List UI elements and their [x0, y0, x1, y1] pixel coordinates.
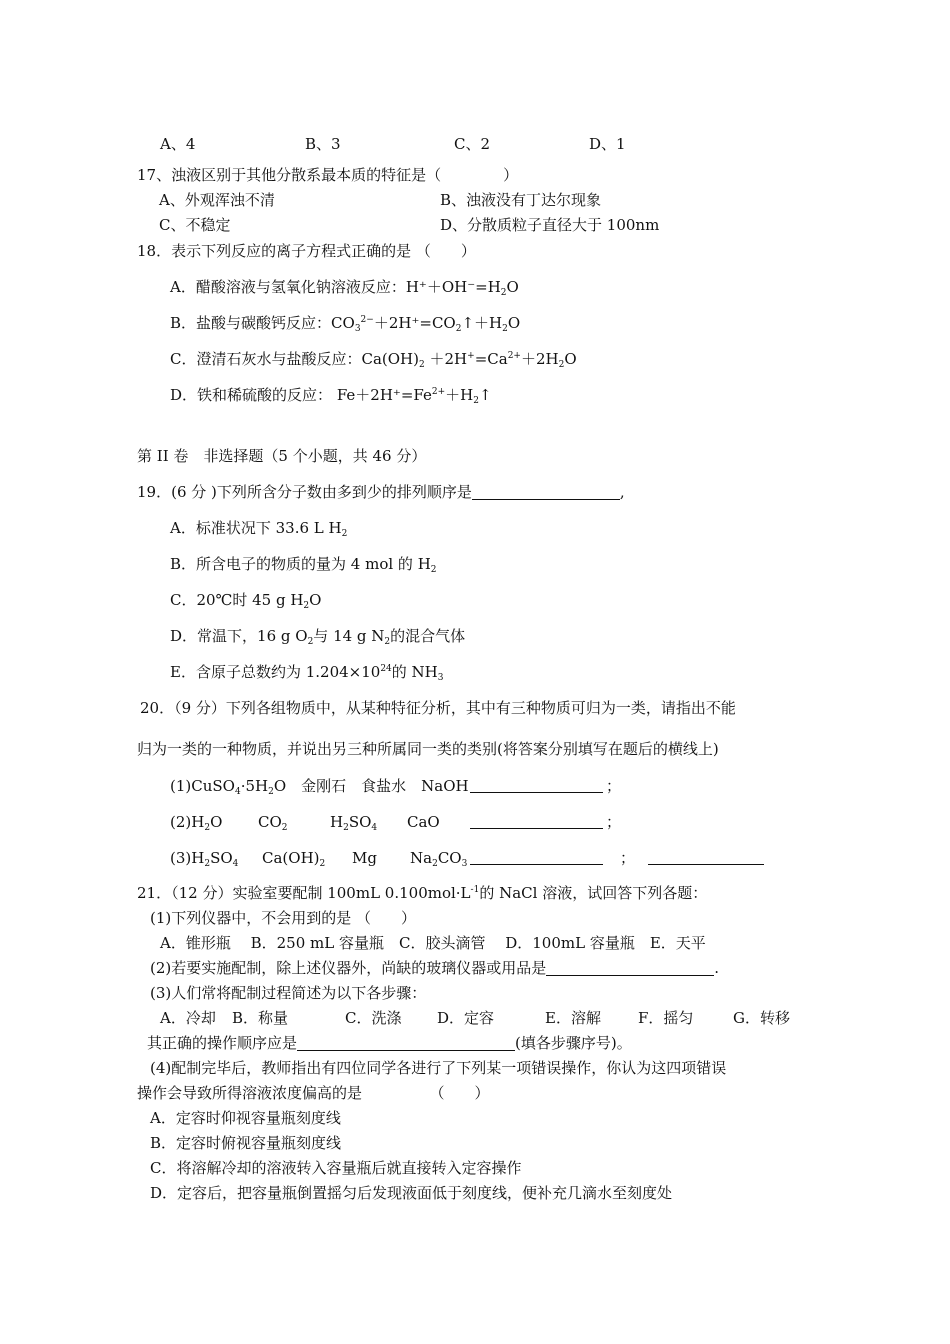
q18-option-d: D．铁和稀硫酸的反应： $Fe+2H^+=Fe^{2+}+H_2↑$	[170, 386, 492, 406]
q18-option-a: A．醋酸溶液与氢氧化钠溶液反应：$H^++OH^-=H_2O$	[170, 278, 519, 298]
q19-option-e: E．含原子总数约为 $1.204\times 10^{24}$的 $NH_3$	[170, 663, 444, 683]
q16-option-a: A、4	[160, 135, 196, 153]
q21-part3: (3)人们常将配制过程简述为以下各步骤：	[150, 984, 427, 1002]
q21-step-a: A．冷却	[160, 1009, 216, 1027]
q20-group-2: $(2)H_2O$	[170, 813, 223, 833]
q19-answer-blank[interactable]	[472, 483, 620, 500]
q21-step-c: C．洗涤	[345, 1009, 402, 1027]
q21-step-g: G．转移	[733, 1009, 790, 1027]
q19-option-c: C．20℃时 45 g $H_2O$	[170, 591, 322, 611]
q20-group-1: $(1)CuSO_4\cdot 5H_2O$ 金刚石 食盐水 NaOH	[170, 777, 469, 797]
q21-part4-option-d: D．定容后，把容量瓶倒置摇匀后发现液面低于刻度线，便补充几滴水至刻度处	[150, 1184, 673, 1202]
q20-group-3-item2: $Ca(OH)_2$	[262, 849, 326, 869]
q20-group-1-blank[interactable]	[470, 776, 603, 793]
q18-option-c: C．澄清石灰水与盐酸反应：$Ca(OH)_2 +2H^+=Ca^{2+}+2H_2O$	[170, 350, 577, 370]
q16-option-d: D、1	[589, 135, 626, 153]
q20-group-3-blank-1[interactable]	[470, 848, 603, 865]
q20-group-2-item3: $H_2SO_4$	[330, 813, 378, 833]
q19-option-a: A．标准状况下 33.6 L $H_2$	[170, 519, 348, 539]
q17-option-d: D、分散质粒子直径大于 100nm	[440, 216, 660, 234]
q21-part4-option-c: C．将溶解冷却的溶液转入容量瓶后就直接转入定容操作	[150, 1159, 522, 1177]
q19-option-d: D．常温下，16 g $O_2$与 14 g $N_2$的混合气体	[170, 627, 466, 647]
q20-group-2-blank[interactable]	[470, 812, 603, 829]
q20-stem-line1: 20．（9 分）下列各组物质中，从某种特征分析，其中有三种物质可归为一类，请指出不能	[140, 699, 736, 717]
q16-option-b: B、3	[305, 135, 341, 153]
q21-step-f: F．摇匀	[638, 1009, 694, 1027]
q20-group-3-blank-2[interactable]	[648, 848, 764, 865]
q18-stem: 18．表示下列反应的离子方程式正确的是 （ ）	[137, 242, 476, 260]
q20-group-2-item4: CaO	[407, 813, 440, 831]
q21-part4-option-b: B．定容时俯视容量瓶刻度线	[150, 1134, 342, 1152]
q21-part2: (2)若要实施配制，除上述仪器外，尚缺的玻璃仪器或用品是 .	[150, 959, 720, 977]
q21-step-d: D．定容	[437, 1009, 495, 1027]
q21-part3-blank[interactable]	[297, 1034, 515, 1051]
q21-part4-option-a: A．定容时仰视容量瓶刻度线	[150, 1109, 341, 1127]
q16-option-c: C、2	[454, 135, 491, 153]
q19-option-b: B．所含电子的物质的量为 4 mol 的 $H_2$	[170, 555, 437, 575]
q21-stem: 21．（12 分）实验室要配制 100mL $0.100mol\cdot L^{-1}$的 NaCl 溶液，试回答下列各题：	[137, 884, 708, 902]
q20-stem-line2: 归为一类的一种物质，并说出另三种所属同一类的类别(将答案分别填写在题后的横线上)	[137, 740, 719, 758]
q21-part4-line1: (4)配制完毕后，教师指出有四位同学各进行了下列某一项错误操作，你认为这四项错误	[150, 1059, 727, 1077]
q21-part4-line2: 操作会导致所得溶液浓度偏高的是 （ ）	[137, 1084, 490, 1102]
q20-semicolon-2: ；	[606, 813, 622, 831]
q20-group-3-item4: $Na_2CO_3$	[410, 849, 468, 869]
q20-semicolon-1: ；	[606, 777, 622, 795]
q17-stem: 17、浊液区别于其他分散系最本质的特征是（ ）	[137, 166, 519, 184]
q21-part2-blank[interactable]	[546, 959, 714, 976]
q20-group-3-item3: Mg	[352, 849, 377, 867]
q21-part1-options: A．锥形瓶 B．250 mL 容量瓶 C．胶头滴管 D．100mL 容量瓶 E．天平	[160, 934, 706, 952]
q21-step-b: B．称量	[232, 1009, 289, 1027]
section-title: 第 II 卷 非选择题（5 个小题，共 46 分）	[137, 447, 427, 465]
q19-stem: 19．(6 分 )下列所含分子数由多到少的排列顺序是 ,	[137, 483, 625, 501]
q21-step-e: E．溶解	[545, 1009, 601, 1027]
q20-group-3: $(3)H_2SO_4$	[170, 849, 239, 869]
q21-part3-order: 其正确的操作顺序应是 (填各步骤序号)。	[147, 1034, 632, 1052]
q21-part1: (1)下列仪器中，不会用到的是 （ ）	[150, 909, 417, 927]
q17-option-b: B、浊液没有丁达尔现象	[440, 191, 602, 209]
q20-group-2-item2: $CO_2$	[258, 813, 288, 833]
q17-option-a: A、外观浑浊不清	[159, 191, 275, 209]
q17-option-c: C、不稳定	[159, 216, 231, 234]
q18-option-b: B．盐酸与碳酸钙反应：$CO_3^{2-}+2H^+=CO_2↑+H_2O$	[170, 314, 521, 334]
q20-semicolon-3: ；	[620, 849, 636, 867]
